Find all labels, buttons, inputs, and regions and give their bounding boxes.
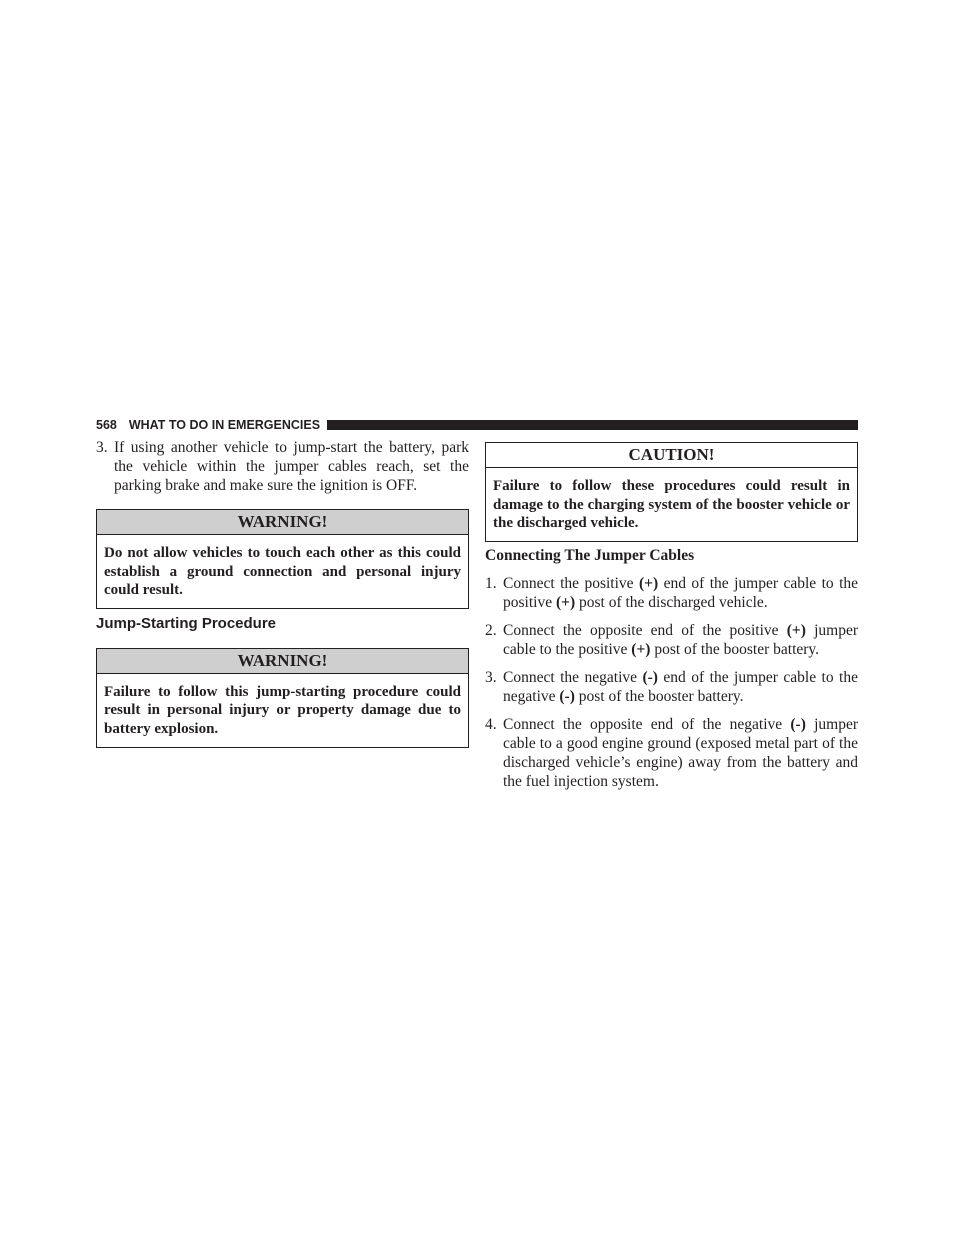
step-3-park bbox=[96, 438, 469, 495]
left-column bbox=[96, 438, 469, 748]
procedure-heading: Jump-Starting Procedure bbox=[96, 614, 277, 632]
connect-step-1 bbox=[485, 574, 858, 612]
step-text: Connect the positive (+) end of the jumper cable to the positive (+) post of the discharged vehicle. bbox=[503, 574, 859, 611]
section-title: WHAT TO DO IN EMERGENCIES bbox=[128, 418, 321, 432]
connecting-heading: Connecting The Jumper Cables bbox=[485, 546, 695, 564]
warning-title: WARNING! bbox=[97, 510, 468, 535]
page-header bbox=[96, 417, 858, 433]
connect-step-2 bbox=[485, 621, 858, 659]
page-number: 568 bbox=[96, 418, 117, 432]
step-number: 2. bbox=[485, 621, 497, 639]
caution-title: CAUTION! bbox=[486, 443, 857, 468]
step-text: Connect the negative (-) end of the jumper cable to the negative (-) post of the booster battery. bbox=[503, 668, 858, 705]
warning-body: Do not allow vehicles to touch each other as this could establish a ground connection and personal injury could result. bbox=[104, 545, 461, 599]
right-column bbox=[485, 442, 858, 791]
step-text: Connect the opposite end of the positive (+) jumper cable to the positive (+) post of the booster battery. bbox=[503, 621, 858, 658]
warning-box-procedure bbox=[96, 648, 469, 748]
caution-box bbox=[485, 442, 858, 542]
connect-step-3 bbox=[485, 668, 858, 706]
warning-title: WARNING! bbox=[97, 649, 468, 674]
step-number: 4. bbox=[485, 715, 497, 733]
warning-body: Failure to follow this jump-starting procedure could result in personal injury or property damage due to battery explosion. bbox=[104, 683, 461, 737]
step-number: 3. bbox=[485, 668, 497, 686]
warning-box-vehicles bbox=[96, 509, 469, 609]
header-rule bbox=[327, 420, 858, 430]
caution-body: Failure to follow these procedures could result in damage to the charging system of the booster vehicle or the discharged vehicle. bbox=[493, 478, 850, 532]
step-text: Connect the opposite end of the negative (-) jumper cable to a good engine ground (exposed metal part of the discharged vehicle’s engine) away from the battery and the fuel injection system. bbox=[503, 715, 858, 790]
step-number: 1. bbox=[485, 574, 497, 592]
step-text: If using another vehicle to jump-start the battery, park the vehicle within the jumper cables reach, set the parking brake and make sure the ignition is OFF. bbox=[114, 439, 469, 494]
connect-step-4 bbox=[485, 715, 858, 791]
step-number: 3. bbox=[96, 439, 108, 456]
